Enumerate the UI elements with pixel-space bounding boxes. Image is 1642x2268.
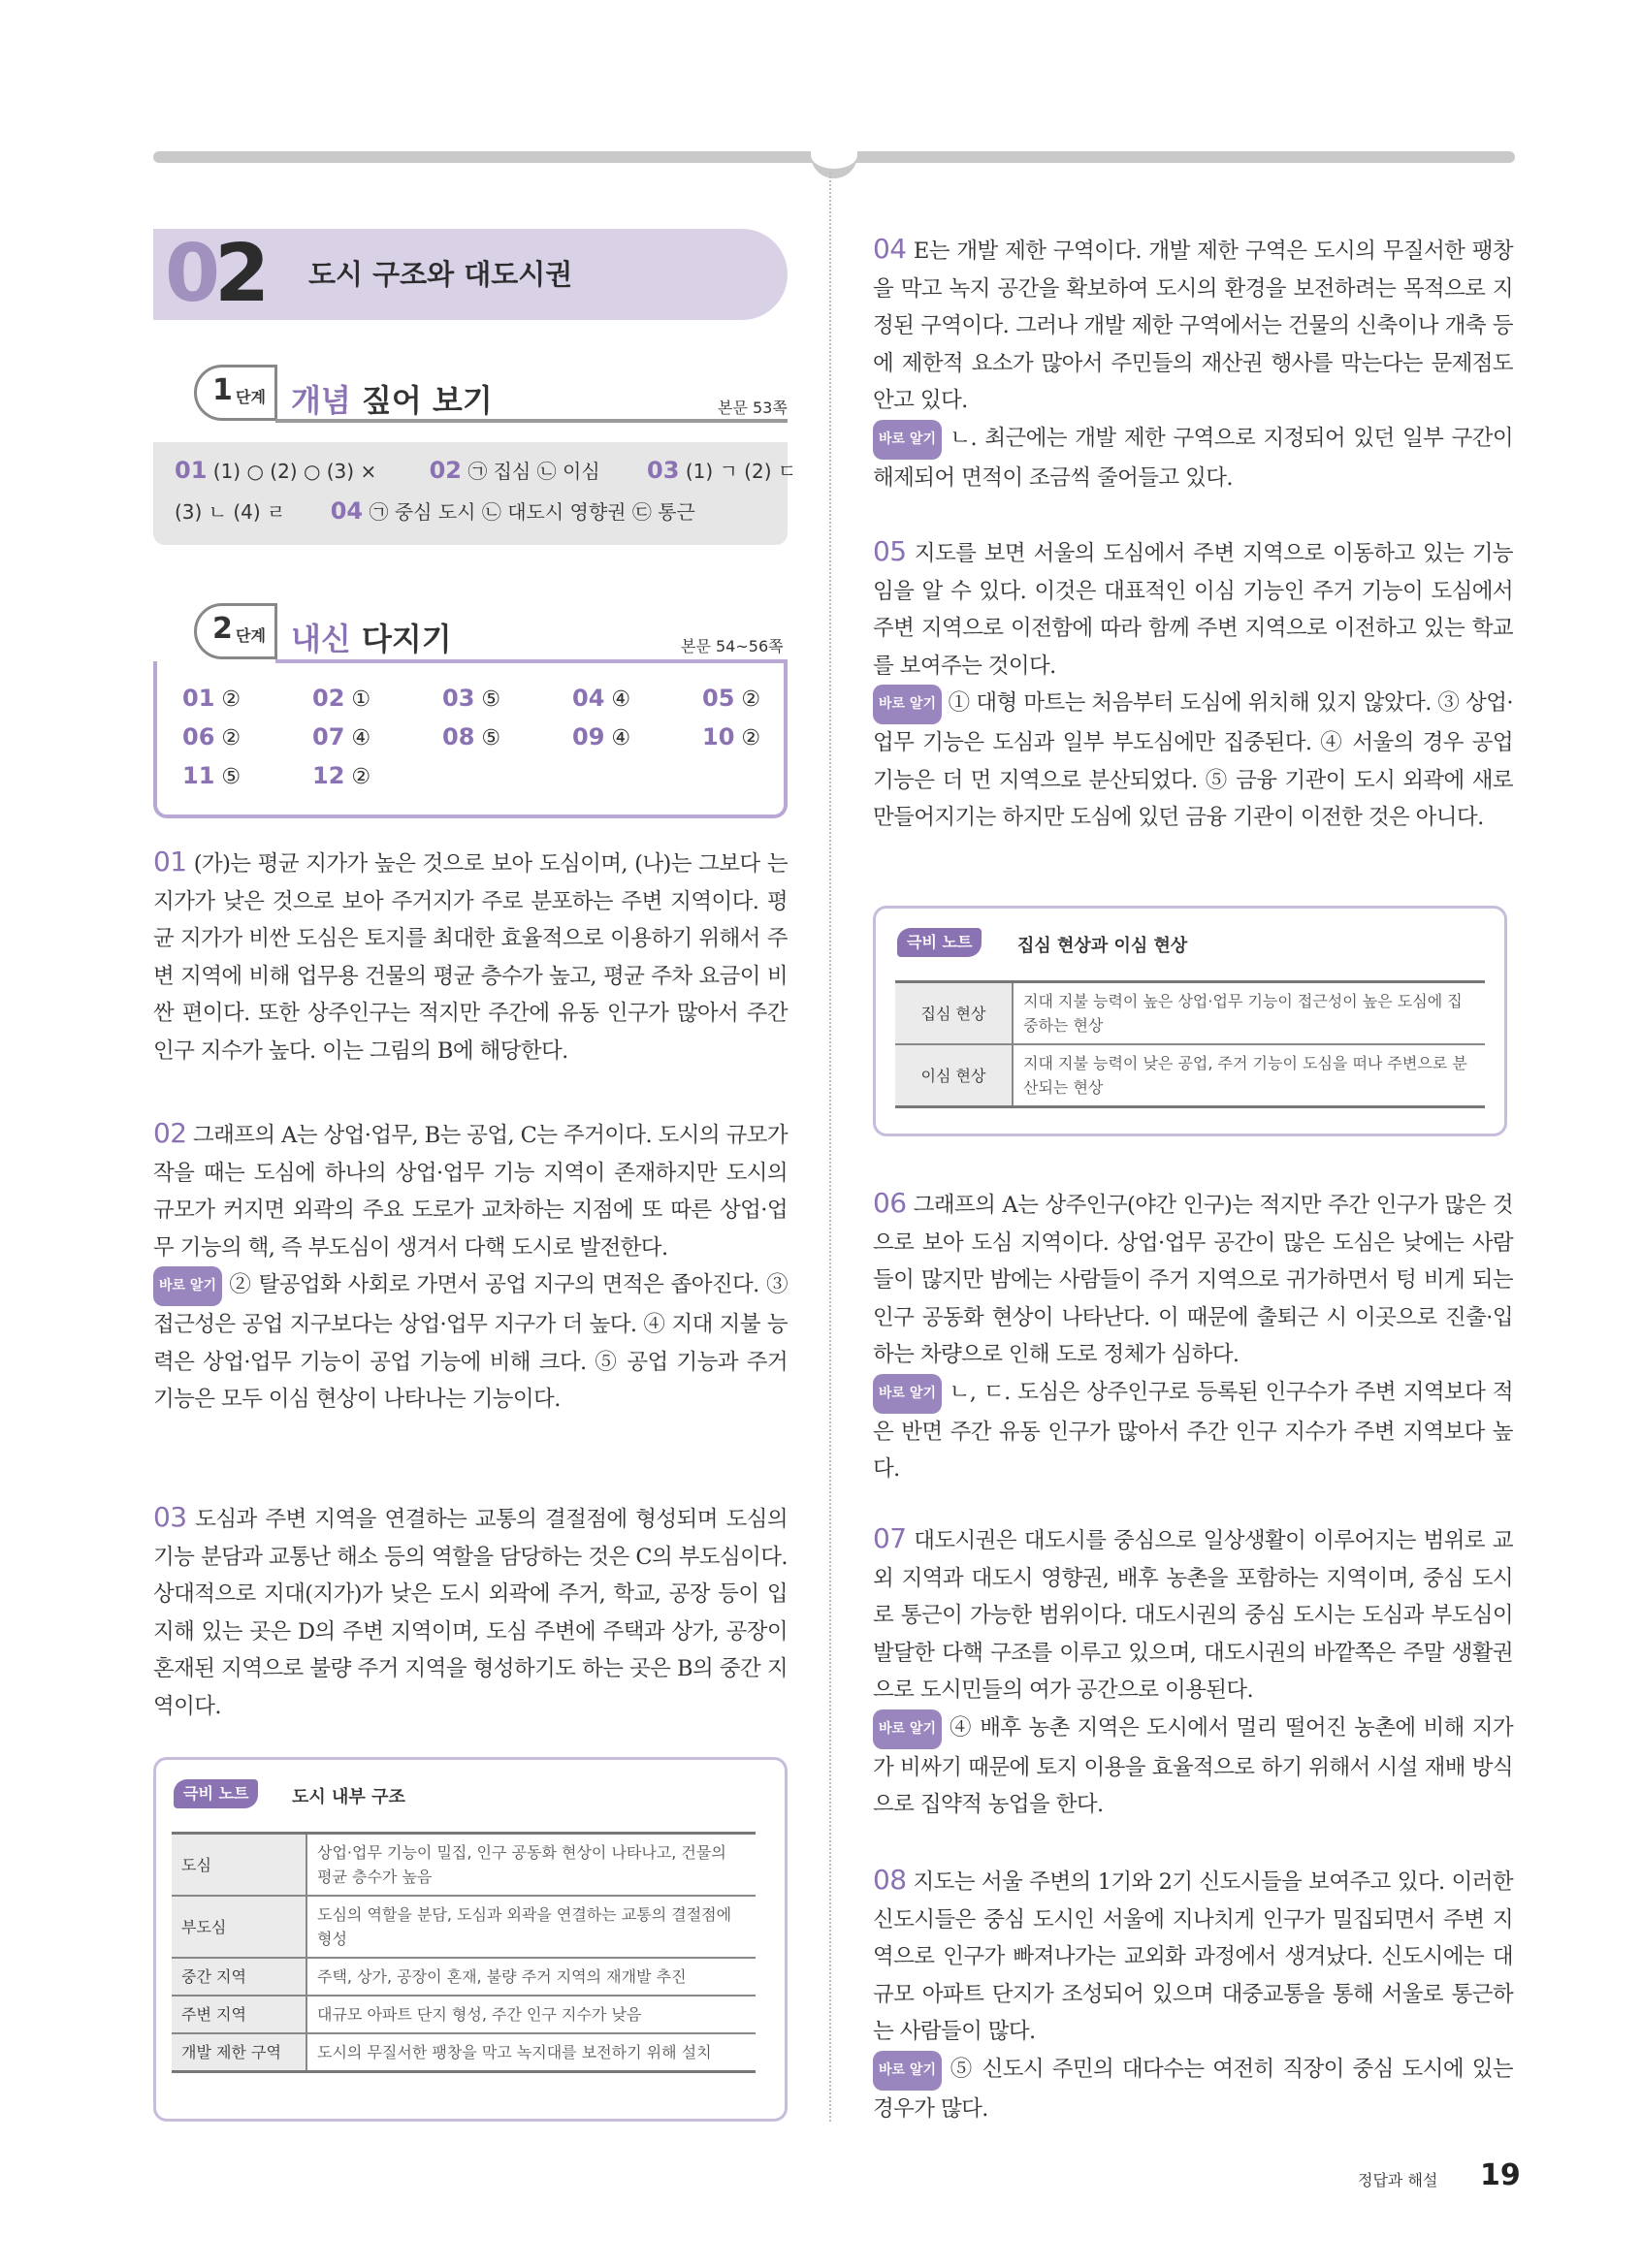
- answer-item: 02 ①: [312, 685, 371, 712]
- table-row: 부도심 도심의 역할을 분담, 도심과 외곽을 연결하는 교통의 결절점에 형성: [172, 1896, 756, 1958]
- note-centralization: [873, 906, 1507, 1136]
- table-row: 주변 지역 대규모 아파트 단지 형성, 주간 인구 지수가 낮음: [172, 1996, 756, 2033]
- chapter-number: 02: [165, 228, 265, 320]
- explanation-08: 08 지도는 서울 주변의 1기와 2기 신도시들을 보여주고 있다. 이러한 신도시들은 중심 도시인 서울에 지나치게 인구가 밀집되면서 주변 지역으로 인구가 빠져나가는 교외화 과정에서 생겨났다. 신도시에는 대규모 아파트 단지가 조성되어 있으며 대중교통을 통해 서울로 통근하는 사람들이 많다. 바로 알기 ⑤ 신도시 주민의 대다수는 여전히 직장이 중심 도시에 있는 경우가 많다.: [873, 1864, 1513, 2122]
- step2-badge: 2 단계: [194, 603, 277, 659]
- note-table: [172, 1832, 756, 2073]
- answer-item: 04 ④: [572, 685, 631, 712]
- top-rule-notch: [811, 145, 857, 178]
- step1-answers: [153, 442, 797, 545]
- chapter-title: 도시 구조와 대도시권: [308, 258, 573, 291]
- note-city-structure: [153, 1757, 788, 2122]
- note-title: 집심 현상과 이심 현상: [1017, 936, 1188, 956]
- page-number: 19: [1480, 2158, 1521, 2192]
- step2-answers: [153, 661, 788, 818]
- explanation-06: 06 그래프의 A는 상주인구(야간 인구)는 적지만 주간 인구가 많은 것으로 보아 도심 지역이다. 상업·업무 공간이 많은 도심은 낮에는 사람들이 많지만 밤에는 사람들이 주거 지역으로 귀가하면서 텅 비게 되는 인구 공동화 현상이 나타난다. 이 때문에 출퇴근 시 이곳으로 진출·입하는 차량으로 인해 도로 정체가 심하다. 바로 알기 ㄴ, ㄷ. 도심은 상주인구로 등록된 인구수가 주변 지역보다 적은 반면 주간 유동 인구가 많아서 주간 인구 지수가 주변 지역보다 높다.: [873, 1187, 1513, 1483]
- table-row: 개발 제한 구역 도시의 무질서한 팽창을 막고 녹지대를 보전하기 위해 설치: [172, 2033, 756, 2072]
- table-row: 도심 상업·업무 기능이 밀집, 인구 공동화 현상이 나타나고, 건물의 평균 층수가 높음: [172, 1834, 756, 1897]
- explanation-05: 05 지도를 보면 서울의 도심에서 주변 지역으로 이동하고 있는 기능임을 알 수 있다. 이것은 대표적인 이심 기능인 주거 기능이 도심에서 주변 지역으로 이전함에 따라 함께 주변 지역으로 이전하고 있는 학교를 보여주는 것이다. 바로 알기 ① 대형 마트는 처음부터 도심에 위치해 있지 않았다. ③ 상업·업무 기능은 도심과 일부 부도심에만 집중된다. ④ 서울의 경우 공업 기능은 더 먼 지역으로 분산되었다. ⑤ 금융 기관이 도시 외곽에 새로 만들어지기는 하지만 도심에 있던 금융 기관이 이전한 것은 아니다.: [873, 535, 1513, 831]
- answer-item: 06 ②: [182, 723, 241, 751]
- step1-row-2: (3) ㄴ (4) ㄹ 04 ㉠ 중심 도시 ㉡ 대도시 영향권 ㉢ 통근: [175, 497, 695, 525]
- answer-item: 12 ②: [312, 762, 371, 789]
- note-table: [895, 980, 1485, 1108]
- answer-item: 10 ②: [702, 723, 761, 751]
- step1-row-1: 01 (1) ○ (2) ○ (3) × 02 ㉠ 집심 ㉡ 이심 03 (1) ㄱ (2) ㄷ: [175, 457, 797, 484]
- footer-label: 정답과 해설: [1358, 2171, 1438, 2189]
- answer-item: 08 ⑤: [442, 723, 501, 751]
- step1-badge: 1 단계: [194, 365, 277, 421]
- step1-rule: [275, 419, 788, 423]
- step2-title: 내신 다지기: [291, 621, 452, 657]
- explanation-04: 04 E는 개발 제한 구역이다. 개발 제한 구역은 도시의 무질서한 팽창을 막고 녹지 공간을 확보하여 도시의 환경을 보전하려는 목적으로 지정된 구역이다. 그러나 개발 제한 구역에서는 건물의 신축이나 개축 등에 제한적 요소가 많아서 주민들의 재산권 행사를 막는다는 문제점도 안고 있다. 바로 알기 ㄴ. 최근에는 개발 제한 구역으로 지정되어 있던 일부 구간이 해제되어 면적이 조금씩 줄어들고 있다.: [873, 233, 1513, 491]
- answer-item: 05 ②: [702, 685, 761, 712]
- baro-badge: 바로 알기: [873, 420, 942, 460]
- table-row: 이심 현상 지대 지불 능력이 낮은 공업, 주거 기능이 도심을 떠나 주변으로 분산되는 현상: [895, 1044, 1485, 1107]
- explanation-03: 03 도심과 주변 지역을 연결하는 교통의 결절점에 형성되며 도심의 기능 분담과 교통난 해소 등의 역할을 담당하는 것은 C의 부도심이다. 상대적으로 지대(지가)가 낮은 도시 외곽에 주거, 학교, 공장 등이 입지해 있는 곳은 D의 주변 지역이며, 도심 주변에 주택과 상가, 공장이 혼재된 지역으로 불량 주거 지역을 형성하기도 하는 곳은 B의 중간 지역이다.: [153, 1501, 788, 1719]
- answer-item: 07 ④: [312, 723, 371, 751]
- note-tag: 극비 노트: [174, 1779, 258, 1808]
- explanation-02: 02 그래프의 A는 상업·업무, B는 공업, C는 주거이다. 도시의 규모가 작을 때는 도심에 하나의 상업·업무 기능 지역이 존재하지만 도시의 규모가 커지면 외곽의 주요 도로가 교차하는 지점에 또 따른 상업·업무 기능의 핵, 즉 부도심이 생겨서 다핵 도시로 발전한다. 바로 알기 ② 탈공업화 사회로 가면서 공업 지구의 면적은 좁아진다. ③ 접근성은 공업 지구보다는 상업·업무 지구가 더 높다. ④ 지대 지불 능력은 상업·업무 기능이 공업 기능에 비해 크다. ⑤ 공업 기능과 주거 기능은 모두 이심 현상이 나타나는 기능이다.: [153, 1117, 788, 1413]
- note-title: 도시 내부 구조: [292, 1787, 405, 1807]
- baro-badge: 바로 알기: [873, 2051, 942, 2091]
- baro-badge: 바로 알기: [873, 685, 942, 724]
- note-tag: 극비 노트: [897, 928, 982, 957]
- step1-title: 개념 짚어 보기: [291, 382, 493, 419]
- step2-page-ref: 본문 54~56쪽: [681, 637, 784, 655]
- step1-page-ref: 본문 53쪽: [718, 399, 788, 417]
- explanation-07: 07 대도시권은 대도시를 중심으로 일상생활이 이루어지는 범위로 교외 지역과 대도시 영향권, 배후 농촌을 포함하는 지역이며, 중심 도시로 통근이 가능한 범위이다. 대도시권의 중심 도시는 도심과 부도심이 발달한 다핵 구조를 이루고 있으며, 대도시권의 바깥쪽은 주말 생활권으로 도시민들의 여가 공간으로 이용된다. 바로 알기 ④ 배후 농촌 지역은 도시에서 멀리 떨어진 농촌에 비해 지가가 비싸기 때문에 토지 이용을 효율적으로 하기 위해서 시설 재배 방식으로 집약적 농업을 한다.: [873, 1522, 1513, 1818]
- answer-item: 03 ⑤: [442, 685, 501, 712]
- table-row: 집심 현상 지대 지불 능력이 높은 상업·업무 기능이 접근성이 높은 도심에 집중하는 현상: [895, 982, 1485, 1045]
- baro-badge: 바로 알기: [873, 1374, 942, 1414]
- baro-badge: 바로 알기: [873, 1709, 942, 1749]
- column-divider: [829, 173, 831, 2122]
- answer-item: 11 ⑤: [182, 762, 241, 789]
- table-row: 중간 지역 주택, 상가, 공장이 혼재, 불량 주거 지역의 재개발 추진: [172, 1958, 756, 1996]
- baro-badge: 바로 알기: [153, 1266, 222, 1306]
- answer-item: 09 ④: [572, 723, 631, 751]
- explanation-01: 01 (가)는 평균 지가가 높은 것으로 보아 도심이며, (나)는 그보다 는 지가가 낮은 것으로 보아 주거지가 주로 분포하는 주변 지역이다. 평균 지가가 비싼 도심은 토지를 최대한 효율적으로 이용하기 위해서 주변 지역에 비해 업무용 건물의 평균 층수가 높고, 평균 주차 요금이 비싼 편이다. 또한 상주인구는 적지만 주간에 유동 인구가 많아서 주간 인구 지수가 높다. 이는 그림의 B에 해당한다.: [153, 846, 788, 1064]
- answer-item: 01 ②: [182, 685, 241, 712]
